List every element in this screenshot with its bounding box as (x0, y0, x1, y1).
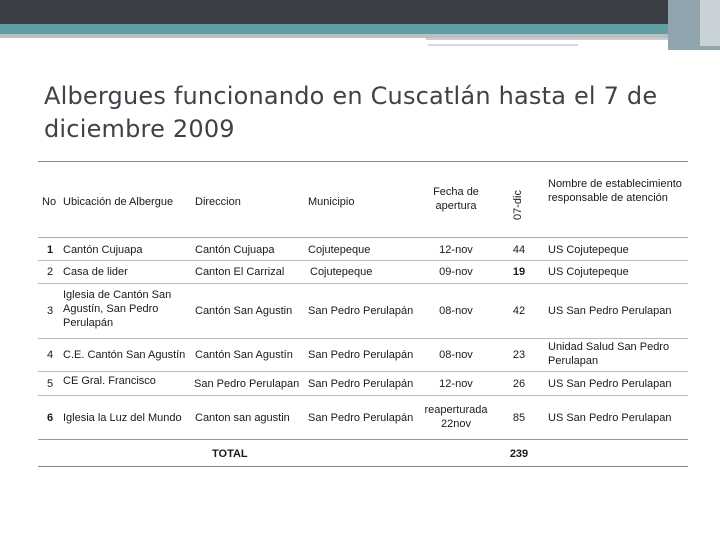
total-value: 239 (509, 448, 529, 460)
top-right-inner-block (700, 0, 720, 46)
row-2-direccion: Canton El Carrizal (195, 266, 285, 278)
row-2-municipio: Cojutepeque (310, 266, 373, 278)
row-4-direccion: Cantón San Agustín (195, 349, 293, 361)
row-6-no: 6 (47, 412, 54, 424)
row-2-ubicacion: Casa de lider (63, 266, 128, 278)
header-fecha: Fecha de apertura (433, 186, 479, 212)
row-5-dic: 26 (512, 378, 526, 390)
row-4-dic: 23 (512, 349, 526, 361)
row-rule (38, 283, 688, 284)
table-top-rule (38, 161, 688, 162)
row-1-nombre: US Cojutepeque (548, 244, 629, 256)
row-4-ubicacion: C.E. Cantón San Agustín (63, 349, 186, 361)
header-nombre: Nombre de establecimiento responsable de atención (548, 178, 682, 204)
row-6-dic: 85 (512, 412, 526, 424)
header-direccion: Direccion (195, 196, 241, 208)
row-2-fecha: 09-nov (439, 266, 473, 278)
row-6-ubicacion: Iglesia la Luz del Mundo (63, 412, 182, 424)
row-3-nombre: US San Pedro Perulapan (548, 305, 672, 317)
row-5-no: 5 (47, 378, 54, 390)
row-6-nombre: US San Pedro Perulapan (548, 412, 672, 424)
row-5-fecha: 12-nov (439, 378, 473, 390)
row-3-fecha: 08-nov (439, 305, 473, 317)
row-1-ubicacion: Cantón Cujuapa (63, 244, 143, 256)
header-no: No (42, 196, 57, 208)
row-2-no: 2 (47, 266, 54, 278)
table-bottom-rule (38, 466, 688, 467)
header-ubicacion: Ubicación de Albergue (63, 196, 174, 208)
header-dic: 07-dic (512, 190, 524, 220)
row-2-nombre: US Cojutepeque (548, 266, 629, 278)
slide-title: Albergues funcionando en Cuscatlán hasta el 7 de diciembre 2009 (44, 82, 658, 143)
row-1-direccion: Cantón Cujuapa (195, 244, 275, 256)
row-5-direccion: San Pedro Perulapan (194, 378, 300, 390)
row-4-no: 4 (47, 349, 54, 361)
row-1-dic: 44 (512, 244, 526, 256)
top-teal-bar (0, 24, 720, 34)
header-rule (38, 237, 688, 238)
total-label: TOTAL (212, 448, 248, 460)
row-1-fecha: 12-nov (439, 244, 473, 256)
row-1-municipio: Cojutepeque (308, 244, 371, 256)
row-5-municipio: San Pedro Perulapán (308, 378, 414, 390)
row-3-no: 3 (47, 305, 54, 317)
row-5-nombre: US San Pedro Perulapan (548, 378, 672, 390)
row-6-fecha: reaperturada 22nov (424, 404, 488, 430)
row-1-no: 1 (47, 244, 54, 256)
row-5-ubicacion: CE Gral. Francisco (63, 375, 156, 387)
row-3-municipio: San Pedro Perulapán (308, 305, 414, 317)
row-3-dic: 42 (512, 305, 526, 317)
top-dark-bar (0, 0, 720, 24)
row-4-fecha: 08-nov (439, 349, 473, 361)
header-municipio: Municipio (308, 196, 355, 208)
row-6-municipio: San Pedro Perulapán (308, 412, 414, 424)
row-6-direccion: Canton san agustin (195, 412, 290, 424)
decorative-line (428, 44, 578, 46)
decorative-line (426, 38, 668, 40)
row-rule (38, 395, 688, 396)
row-3-ubicacion: Iglesia de Cantón San Agustín, San Pedro Perulapán (63, 289, 172, 329)
row-4-municipio: San Pedro Perulapán (308, 349, 414, 361)
row-4-nombre: Unidad Salud San Pedro Perulapan (548, 341, 670, 367)
row-rule (38, 338, 688, 339)
total-rule (38, 439, 688, 440)
row-rule (38, 371, 688, 372)
row-rule (38, 260, 688, 261)
row-2-dic: 19 (512, 266, 526, 278)
row-3-direccion: Cantón San Agustin (195, 305, 293, 317)
